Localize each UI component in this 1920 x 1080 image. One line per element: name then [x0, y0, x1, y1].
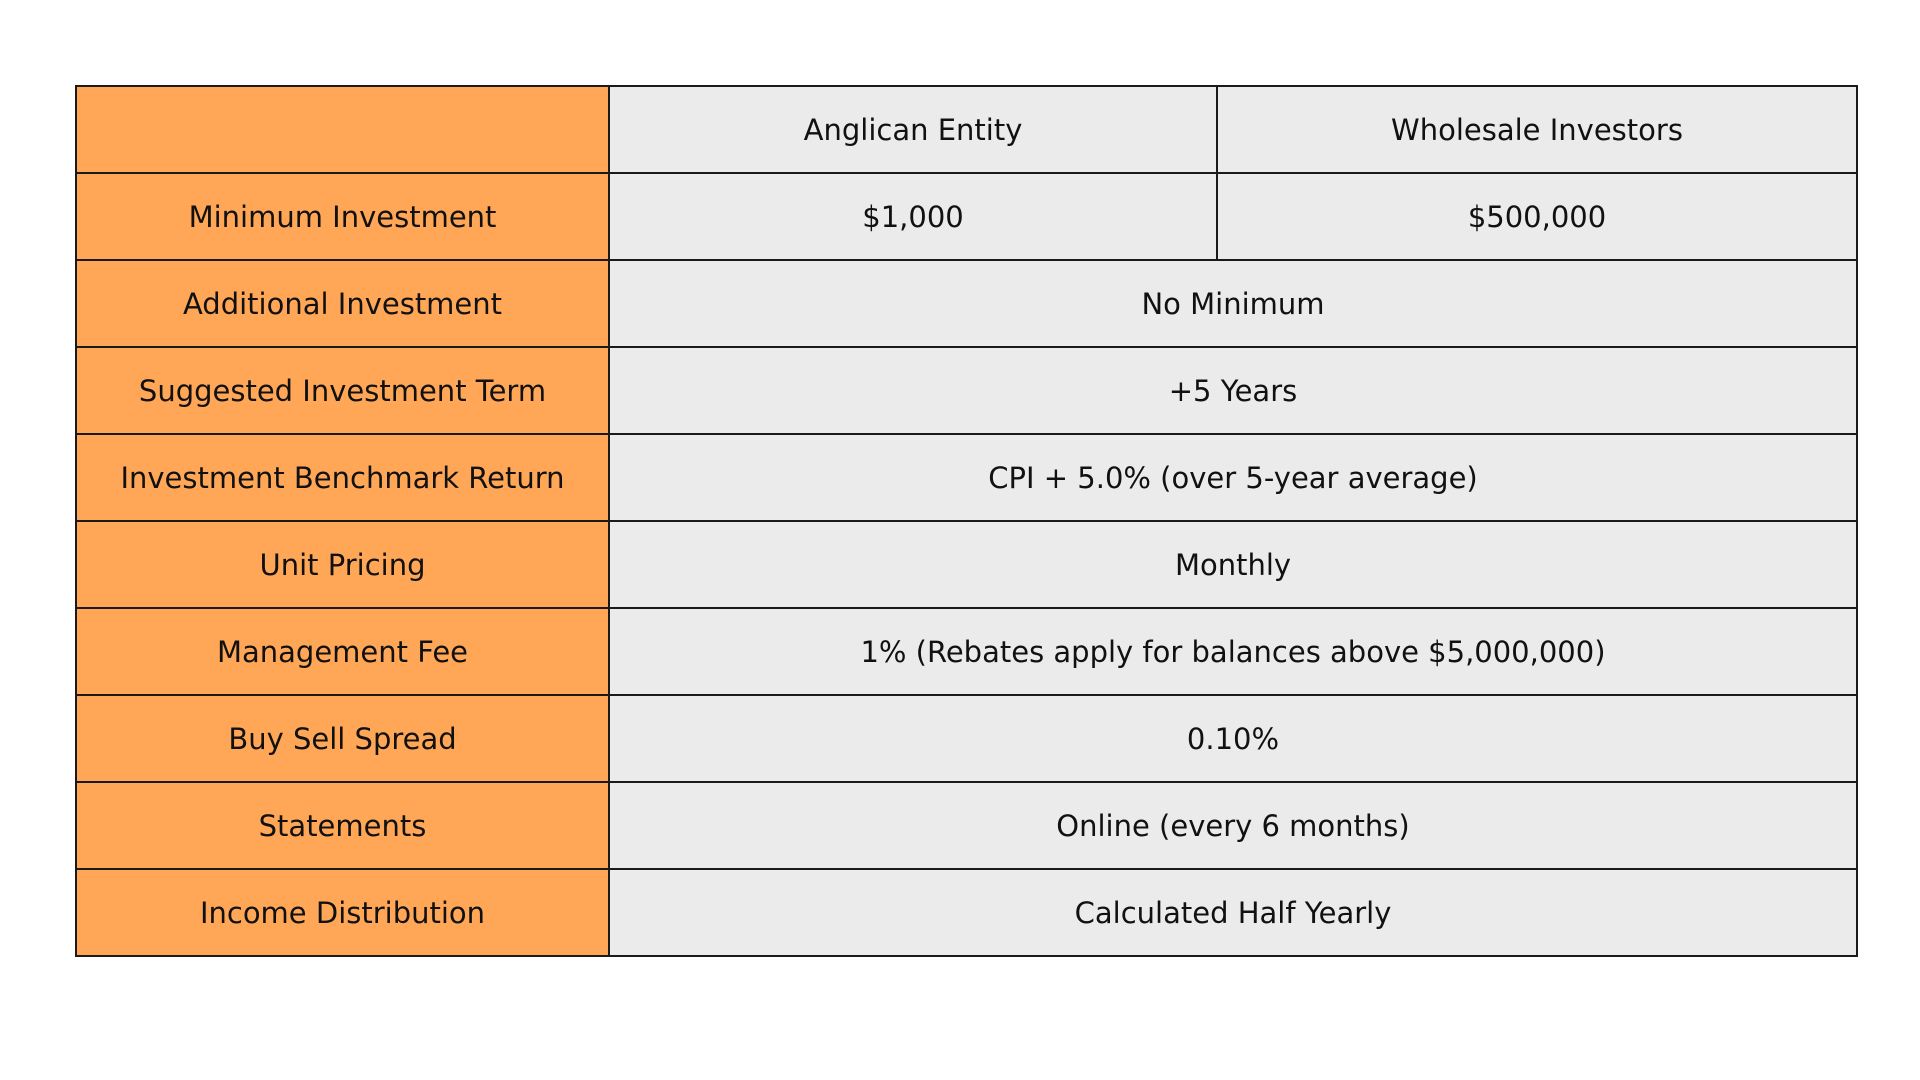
additional-investment-value: No Minimum — [609, 260, 1857, 347]
column-header-anglican-entity: Anglican Entity — [609, 86, 1217, 173]
row-label-statements: Statements — [76, 782, 609, 869]
row-label-minimum-investment: Minimum Investment — [76, 173, 609, 260]
table-row — [76, 608, 1857, 695]
minimum-investment-wholesale-value: $500,000 — [1217, 173, 1857, 260]
table-row — [76, 869, 1857, 956]
table-row — [76, 347, 1857, 434]
table-row — [76, 260, 1857, 347]
table-row — [76, 695, 1857, 782]
row-label-income-distribution: Income Distribution — [76, 869, 609, 956]
unit-pricing-value: Monthly — [609, 521, 1857, 608]
management-fee-value: 1% (Rebates apply for balances above $5,000,000) — [609, 608, 1857, 695]
table-header-row — [76, 86, 1857, 173]
fund-details-table — [75, 85, 1858, 957]
table-row — [76, 173, 1857, 260]
income-distribution-value: Calculated Half Yearly — [609, 869, 1857, 956]
table-row — [76, 521, 1857, 608]
column-header-wholesale-investors: Wholesale Investors — [1217, 86, 1857, 173]
table-row — [76, 782, 1857, 869]
row-label-investment-benchmark-return: Investment Benchmark Return — [76, 434, 609, 521]
row-label-additional-investment: Additional Investment — [76, 260, 609, 347]
table-row — [76, 434, 1857, 521]
row-label-buy-sell-spread: Buy Sell Spread — [76, 695, 609, 782]
row-label-unit-pricing: Unit Pricing — [76, 521, 609, 608]
investment-benchmark-return-value: CPI + 5.0% (over 5-year average) — [609, 434, 1857, 521]
row-label-suggested-investment-term: Suggested Investment Term — [76, 347, 609, 434]
minimum-investment-anglican-value: $1,000 — [609, 173, 1217, 260]
suggested-investment-term-value: +5 Years — [609, 347, 1857, 434]
buy-sell-spread-value: 0.10% — [609, 695, 1857, 782]
statements-value: Online (every 6 months) — [609, 782, 1857, 869]
header-corner-cell — [76, 86, 609, 173]
fund-details-table-container — [75, 85, 1856, 957]
row-label-management-fee: Management Fee — [76, 608, 609, 695]
